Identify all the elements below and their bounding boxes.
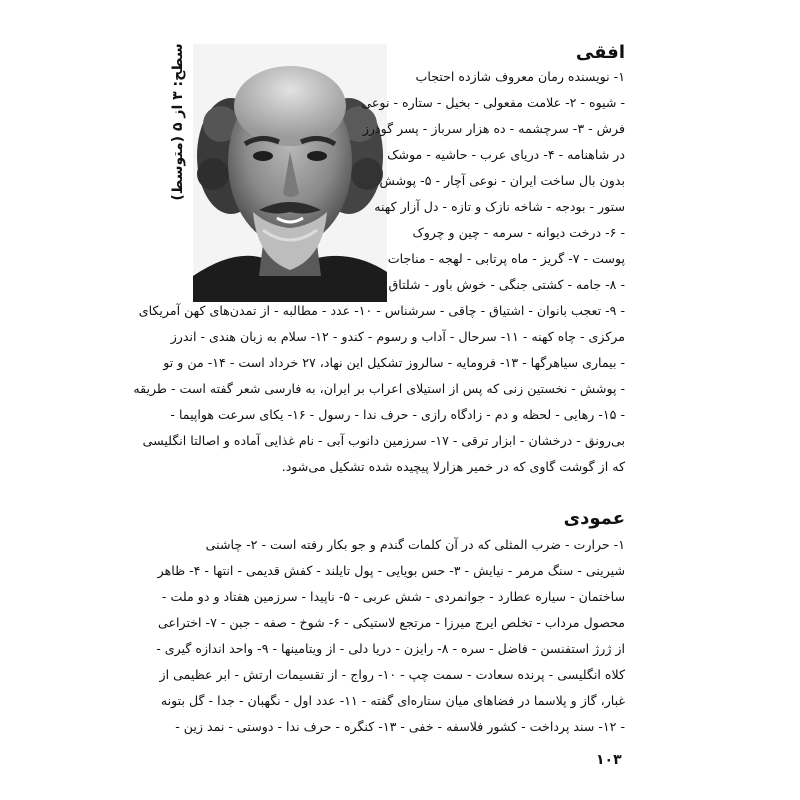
difficulty-text: سطح: ۳ از ۵ (متوسط) [170, 43, 186, 201]
across-clue-line: - ۶- درخت دیوانه - سرمه - چین و چروک [412, 225, 625, 240]
across-clue-line: - ۹- تعجب بانوان - اشتیاق - چاقی - سرشناس - ۱۰- عدد - مطالبه - از تمدن‌های کهن آمریکای [138, 303, 625, 318]
across-clue-line: - بیماری سیاهرگها - ۱۳- فرومایه - سالروز تشکیل این نهاد، ۲۷ خرداد است - ۱۴- من و تو [163, 355, 625, 370]
down-clue-line: - ۱۲- سند پرداخت - کشور فلاسفه - خفی - ۱۳- کنگره - حرف ندا - دوستی - نمد زین - [175, 719, 625, 734]
across-clue-line: بی‌رونق - درخشان - ابزار ترقی - ۱۷- سرزمین دانوب آبی - نام غذایی آماده و اصالتا انگلیسی [142, 433, 625, 448]
down-clue-line: ۱- حرارت - ضرب المثلی که در آن کلمات گندم و جو بکار رفته است - ۲- چاشنی [205, 537, 625, 552]
across-clue-line: - ۸- جامه - کشتی جنگی - خوش باور - شلتاق [388, 277, 625, 292]
across-clue-line: ستور - بودجه - شاخه نازک و تازه - دل آزار کهنه [374, 199, 625, 214]
across-heading: افقی [575, 42, 625, 63]
down-clue-line: غبار، گاز و پلاسما در فضاهای میان ستاره‌ای گفته - ۱۱- عدد اول - نگهبان - جدا - گل بتونه [160, 693, 625, 708]
across-clue-line: بدون بال ساخت ایران - نوعی آچار - ۵- پوشش [379, 173, 625, 188]
down-clue-line: کلاه انگلیسی - پرنده سعادت - سمت چپ - ۱۰- رواج - از تقسیمات ارتش - ابر عظیمی از [159, 667, 625, 682]
across-clue-line: مرکزی - چاه کهنه - ۱۱- سرحال - آداب و رسوم - کندو - ۱۲- سلام به زبان هندی - اندرز [170, 329, 625, 344]
author-portrait [193, 44, 387, 302]
difficulty-label [158, 43, 198, 201]
across-clue-line: پوست - ۷- گریز - ماه پرتابی - لهجه - مناجات [387, 251, 625, 266]
across-clue-line: - پوشش - نخستین زنی که پس از استیلای اعراب بر ایران، به فارسی شعر گفته است - طریقه [133, 381, 625, 396]
across-clue-line: ۱- نویسنده رمان معروف شازده احتجاب [415, 69, 625, 84]
down-clue-line: محصول مرداب - تخلص ایرج میرزا - مرتجع لاستیکی - ۶- شوخ - صفه - جبن - ۷- اختراعی [158, 615, 625, 630]
page-number: ۱۰۳ [596, 752, 622, 768]
across-clue-line: در شاهنامه - ۴- دریای عرب - حاشیه - موشک [387, 147, 625, 162]
down-heading: عمودی [563, 508, 625, 529]
down-clue-line: شیرینی - سنگ مرمر - نیایش - ۳- حس بویایی - پول تایلند - کفش قدیمی - انتها - ۴- ظاهر [157, 563, 625, 578]
down-clue-line: از ژرژ استفنسن - فاضل - سره - ۸- رایزن - دریا دلی - از ویتامینها - ۹- واحد اندازه گیری - [156, 641, 625, 656]
down-clue-line: ساختمان - سیاره عطارد - جوانمردی - شش عربی - ۵- ناپیدا - سرزمین هفتاد و دو ملت - [161, 589, 625, 604]
across-clue-line: - ۱۵- رهایی - لحظه و دم - زادگاه رازی - حرف ندا - رسول - ۱۶- یکای سرعت هواپیما - [170, 407, 625, 422]
across-clue-line: فرش - ۳- سرچشمه - ده هزار سرباز - پسر گودرز [362, 121, 625, 136]
across-clue-line: که از گوشت گاوی که در خمیر هزارلا پیچیده شده تشکیل می‌شود. [281, 459, 625, 474]
across-clue-line: - شیوه - ۲- علامت مفعولی - بخیل - ستاره - نوعی [361, 95, 625, 110]
